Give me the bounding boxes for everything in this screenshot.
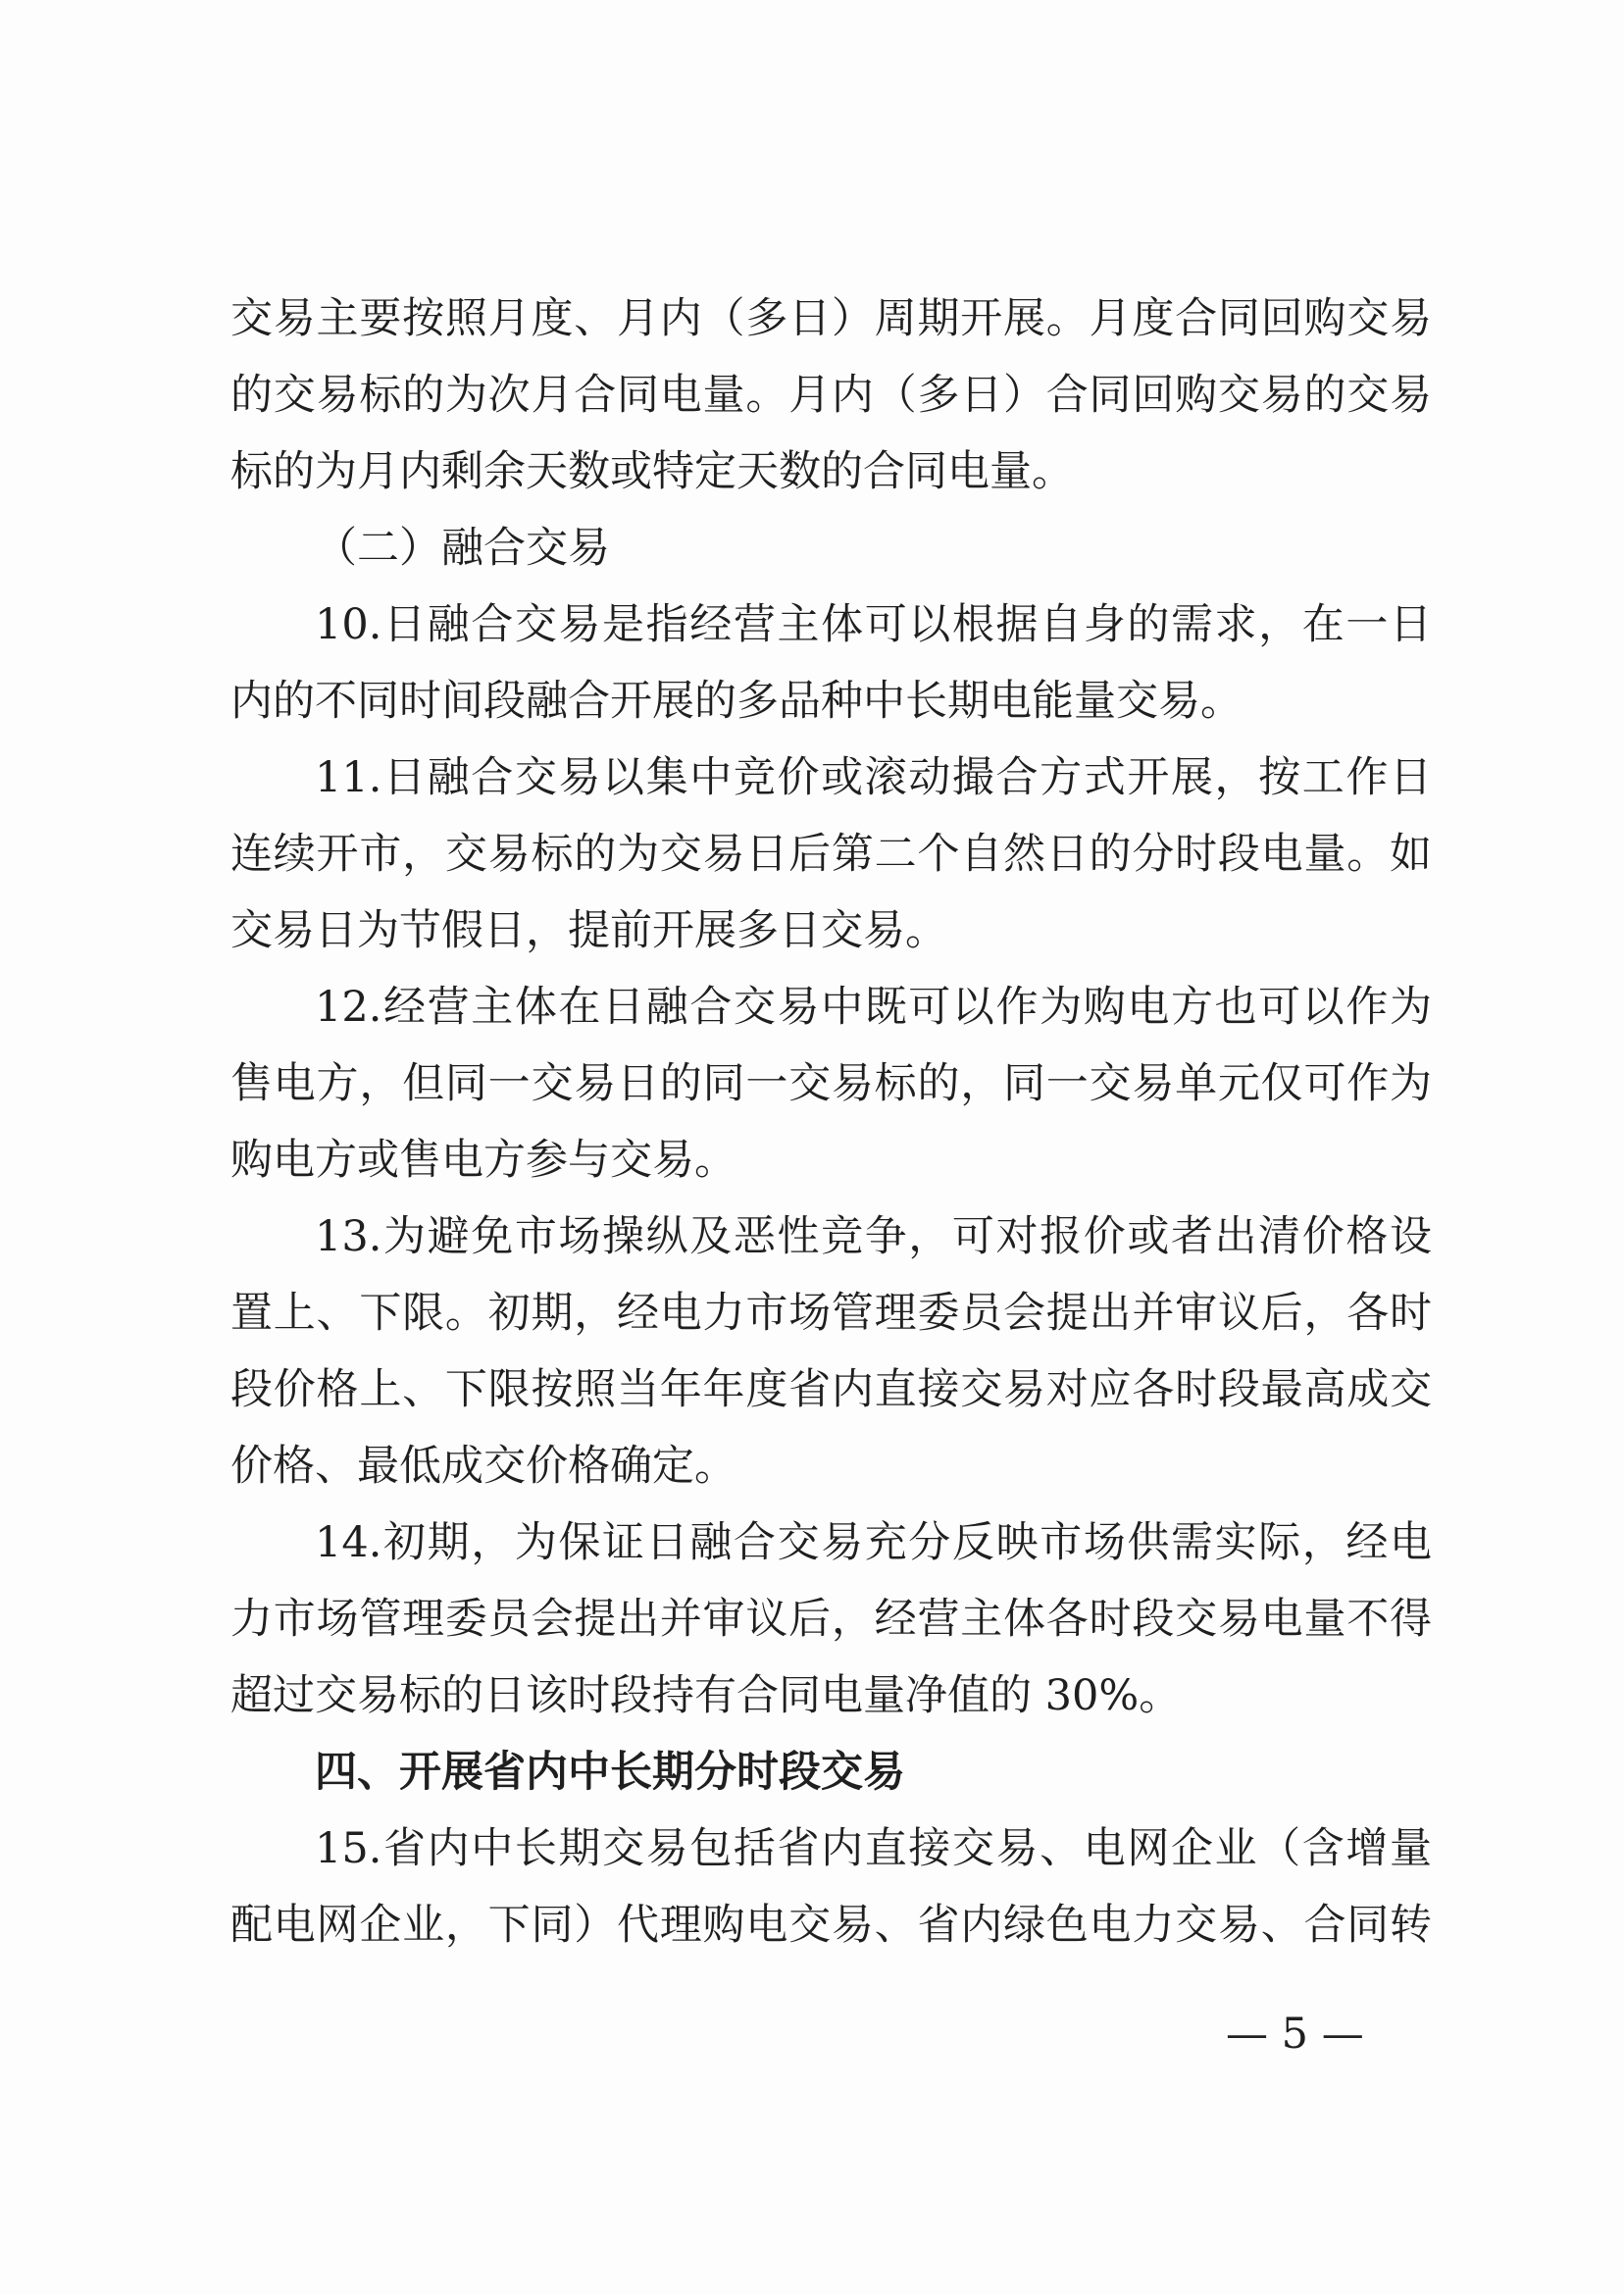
text-line: 14.初期，为保证日融合交易充分反映市场供需实际，经电 xyxy=(315,1518,1432,1567)
text-line: 11.日融合交易以集中竞价或滚动撮合方式开展，按工作日 xyxy=(315,753,1432,802)
text-line: 售电方，但同一交易日的同一交易标的，同一交易单元仅可作为 xyxy=(230,1059,1432,1108)
text-line: 价格、最低成交价格确定。 xyxy=(230,1442,736,1491)
text-line: 连续开市，交易标的为交易日后第二个自然日的分时段电量。如 xyxy=(230,830,1432,879)
text-line: 超过交易标的日该时段持有合同电量净值的 30%。 xyxy=(230,1671,1182,1720)
text-line: （二）融合交易 xyxy=(315,524,610,573)
text-line: 12.经营主体在日融合交易中既可以作为购电方也可以作为 xyxy=(315,983,1432,1032)
text-line: 力市场管理委员会提出并审议后，经营主体各时段交易电量不得 xyxy=(230,1595,1432,1644)
text-line: 购电方或售电方参与交易。 xyxy=(230,1136,736,1185)
text-line: 15.省内中长期交易包括省内直接交易、电网企业（含增量 xyxy=(315,1824,1432,1873)
text-line: 的交易标的为次月合同电量。月内（多日）合同回购交易的交易 xyxy=(230,371,1432,420)
text-line: 段价格上、下限按照当年年度省内直接交易对应各时段最高成交 xyxy=(230,1365,1432,1414)
section-heading: 四、开展省内中长期分时段交易 xyxy=(315,1748,905,1797)
page-number: — 5 — xyxy=(1226,2010,1364,2059)
text-line: 10.日融合交易是指经营主体可以根据自身的需求，在一日 xyxy=(315,600,1432,649)
text-line: 标的为月内剩余天数或特定天数的合同电量。 xyxy=(230,447,1074,496)
text-line: 13.为避免市场操纵及恶性竞争，可对报价或者出清价格设 xyxy=(315,1212,1432,1261)
text-line: 内的不同时间段融合开展的多品种中长期电能量交易。 xyxy=(230,677,1243,726)
document-body xyxy=(230,280,1432,1963)
text-line: 配电网企业，下同）代理购电交易、省内绿色电力交易、合同转 xyxy=(230,1901,1432,1950)
text-line: 交易主要按照月度、月内（多日）周期开展。月度合同回购交易 xyxy=(230,294,1432,343)
text-line: 置上、下限。初期，经电力市场管理委员会提出并审议后，各时 xyxy=(230,1289,1432,1338)
text-line: 交易日为节假日，提前开展多日交易。 xyxy=(230,906,947,955)
